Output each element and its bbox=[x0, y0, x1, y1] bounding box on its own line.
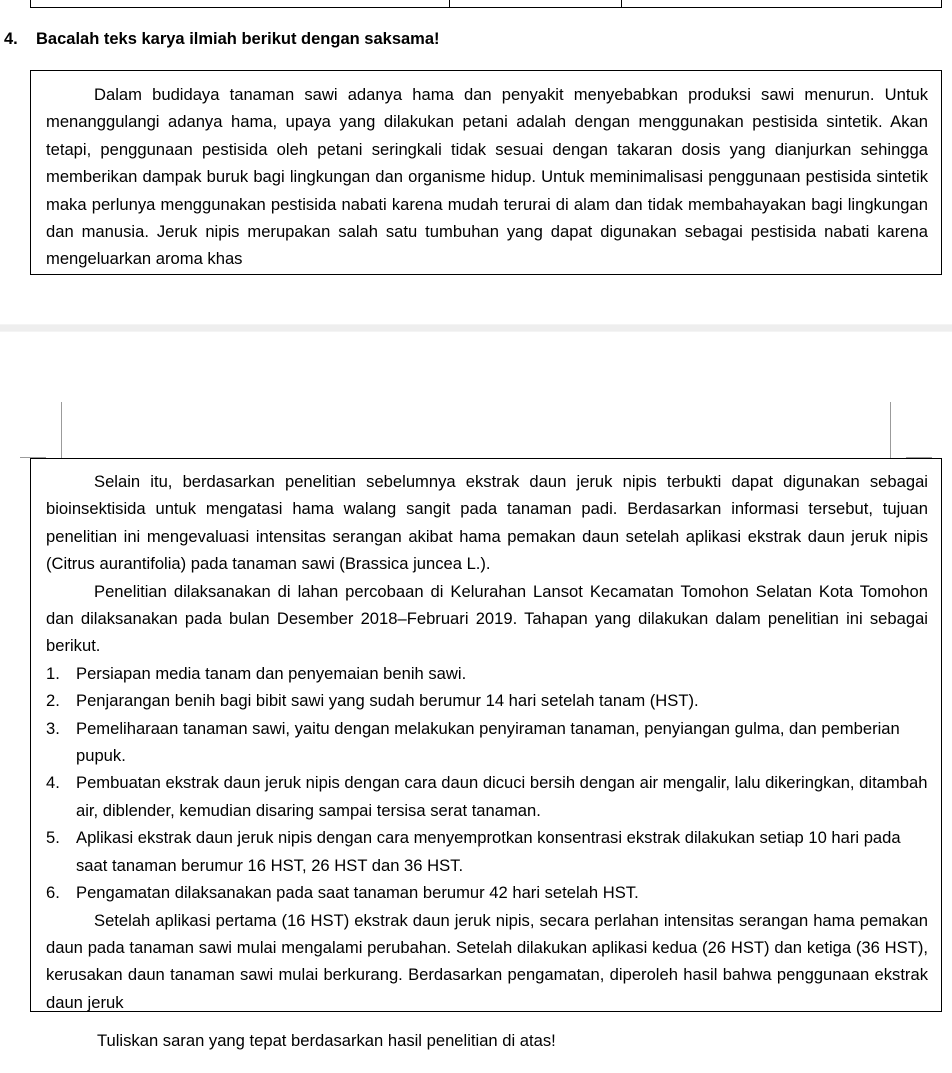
list-item-text: Pengamatan dilaksanakan pada saat tanaman berumur 42 hari setelah HST. bbox=[76, 883, 639, 903]
question-number: 4. bbox=[4, 30, 18, 48]
passage-box-two bbox=[30, 458, 942, 1012]
question-heading bbox=[4, 28, 924, 50]
research-steps-list bbox=[46, 660, 928, 907]
page-break-separator bbox=[0, 324, 952, 332]
list-item bbox=[46, 660, 928, 687]
list-item bbox=[46, 715, 928, 770]
list-item bbox=[46, 879, 928, 906]
closing-instruction: Tuliskan saran yang tepat berdasarkan hasil penelitian di atas! bbox=[97, 1031, 556, 1050]
list-item-number: 2. bbox=[46, 691, 60, 711]
list-item-text: Pembuatan ekstrak daun jeruk nipis dengan cara daun dicuci bersih dengan air mengalir, lalu dikeringkan, ditambah air, diblender, kemudian disaring sampai tersisa serat tanaman. bbox=[76, 773, 928, 820]
list-item bbox=[46, 769, 928, 824]
passage-one-paragraph: Dalam budidaya tanaman sawi adanya hama dan penyakit menyebabkan produksi sawi menurun. Untuk menanggulangi adanya hama, upaya yang dilakukan petani adalah dengan menggunakan pestisida sintetik. Akan tetapi, penggunaan pestisida oleh petani seringkali tidak sesuai dengan takaran dosis yang dianjurkan sehingga memberikan dampak buruk bagi lingkungan dan organisme hidup. Untuk meminimalisasi penggunaan pestisida sintetik maka perlunya menggunakan pestisida nabati karena mudah terurai di alam dan tidak membahayakan bagi lingkungan dan manusia. Jeruk nipis merupakan salah satu tumbuhan yang dapat digunakan sebagai pestisida nabati karena mengeluarkan aroma khas bbox=[46, 85, 928, 269]
list-item-number: 4. bbox=[46, 773, 60, 793]
list-item-text: Persiapan media tanam dan penyemaian benih sawi. bbox=[76, 663, 467, 683]
passage-two-paragraph-3: Setelah aplikasi pertama (16 HST) ekstrak daun jeruk nipis, secara perlahan intensitas serangan hama pemakan daun pada tanaman sawi mulai mengalami perubahan. Setelah dilakukan aplikasi kedua (26 HST) dan ketiga (36 HST), kerusakan daun tanaman sawi mulai berkurang. Berdasarkan pengamatan, diperoleh hasil bahwa penggunaan ekstrak daun jeruk bbox=[46, 910, 928, 1012]
list-item-number: 5. bbox=[46, 828, 60, 848]
list-item-text: Penjarangan benih bagi bibit sawi yang sudah berumur 14 hari setelah tanam (HST). bbox=[76, 691, 699, 711]
passage-two-paragraph-1: Selain itu, berdasarkan penelitian sebelumnya ekstrak daun jeruk nipis terbukti dapat digunakan sebagai bioinsektisida untuk mengatasi hama walang sangit pada tanaman padi. Berdasarkan informasi tersebut, tujuan penelitian ini mengevaluasi intensitas serangan akibat hama pemakan daun setelah aplikasi ekstrak daun jeruk nipis (Citrus aurantifolia) pada tanaman sawi (Brassica juncea L.). bbox=[46, 472, 928, 574]
table-column-divider-2 bbox=[621, 0, 622, 7]
list-item-number: 1. bbox=[46, 663, 60, 683]
clipped-table-remnant bbox=[30, 0, 942, 8]
passage-two-paragraph-2: Penelitian dilaksanakan di lahan percobaan di Kelurahan Lansot Kecamatan Tomohon Selatan Kota Tomohon dan dilaksanakan pada bulan Desember 2018–Februari 2019. Tahapan yang dilakukan dalam penelitian ini sebagai berikut. bbox=[46, 581, 928, 656]
question-text: Bacalah teks karya ilmiah berikut dengan saksama! bbox=[36, 30, 440, 48]
list-item-text: Pemeliharaan tanaman sawi, yaitu dengan melakukan penyiraman tanaman, penyiangan gulma, dan pemberian pupuk. bbox=[76, 718, 900, 766]
passage-box-one bbox=[30, 70, 942, 275]
document-page-two bbox=[0, 332, 952, 1073]
list-item-number: 6. bbox=[46, 883, 60, 903]
list-item bbox=[46, 824, 928, 879]
list-item-number: 3. bbox=[46, 718, 60, 738]
list-item-text: Aplikasi ekstrak daun jeruk nipis dengan cara menyemprotkan konsentrasi ekstrak dilakukan setiap 10 hari pada saat tanaman berumur 16 HST, 26 HST dan 36 HST. bbox=[76, 828, 901, 875]
crop-mark-right-vertical bbox=[890, 402, 891, 458]
table-column-divider-1 bbox=[449, 0, 450, 7]
document-page-one bbox=[0, 0, 952, 324]
list-item bbox=[46, 687, 928, 714]
crop-mark-left-vertical bbox=[61, 402, 62, 458]
